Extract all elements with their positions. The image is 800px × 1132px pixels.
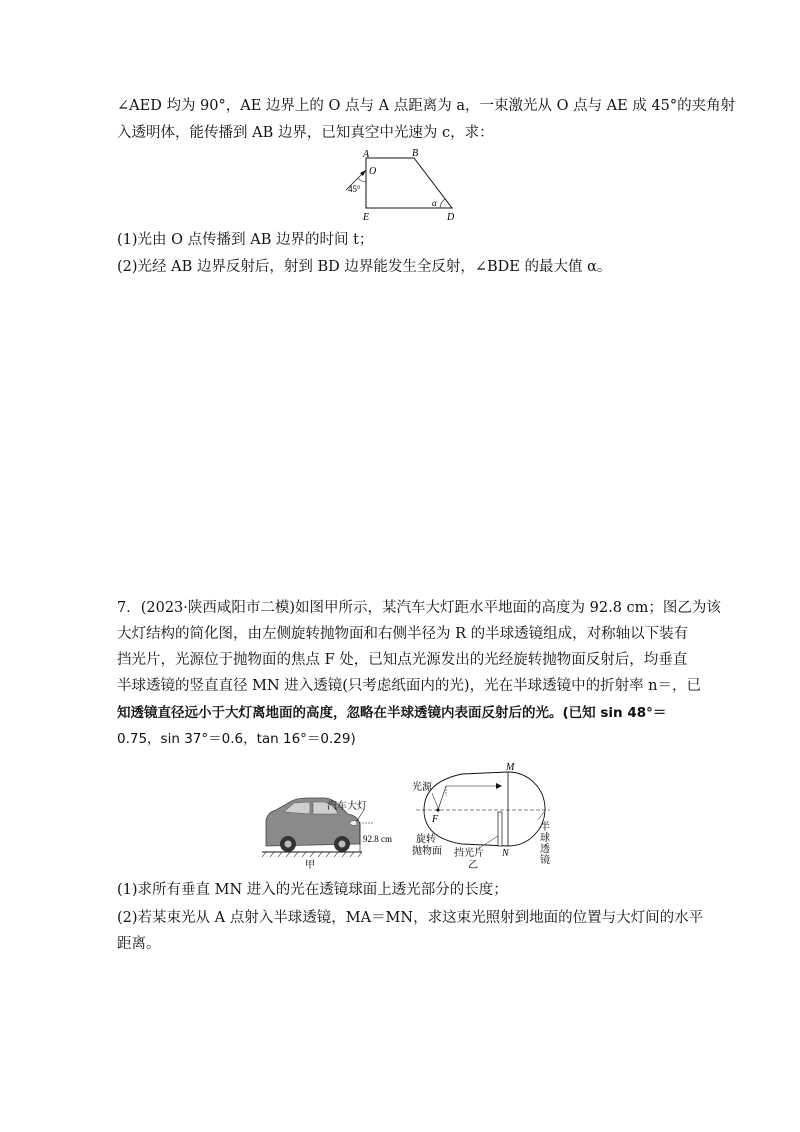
problem7-line2: 大灯结构的简化图，由左侧旋转抛物面和右侧半径为 R 的半球透镜组成，对称轴以下装有 [117, 626, 689, 642]
label-M: M [506, 762, 515, 773]
ray-up [438, 786, 446, 810]
problem6-question1: (1)光由 O 点传播到 AB 边界的时间 t； [117, 232, 374, 248]
label-N: N [502, 848, 509, 859]
light-source-label: 光源 [412, 782, 432, 793]
problem7-line1: 7．(2023·陕西咸阳市二模)如图甲所示，某汽车大灯距水平地面的高度为 92.8 cm；图乙为该 [117, 600, 721, 616]
trapezoid-figure [336, 146, 466, 224]
rotating-label: 旋转 [416, 834, 436, 845]
paraboloid-outline [424, 772, 508, 846]
paraboloid-label: 抛物面 [412, 846, 442, 857]
focus-F [436, 808, 439, 811]
label-O: O [369, 166, 377, 177]
problem7-question2: (2)若某束光从 A 点射入半球透镜，MA＝MN，求这束光照射到地面的位置与大灯间的水平 [117, 910, 704, 926]
alpha-arc [440, 199, 445, 208]
problem7-line3: 挡光片，光源位于抛物面的焦点 F 处，已知点光源发出的光经旋转抛物面反射后，均垂直 [117, 652, 688, 668]
ground-hatching [262, 852, 362, 857]
svg-text:半: 半 [540, 822, 550, 833]
label-A: A [363, 149, 370, 160]
label-D: D [447, 212, 455, 223]
label-B: B [412, 148, 419, 159]
angle-arc [358, 178, 366, 182]
svg-text:镜: 镜 [540, 855, 550, 866]
car-figure [262, 790, 392, 871]
headlight-structure-figure [410, 760, 560, 870]
svg-text:透: 透 [540, 844, 550, 855]
height-label: 92.8 cm [363, 834, 392, 844]
label-alpha: α [432, 198, 437, 208]
headlight-label: 汽车大灯 [327, 801, 367, 812]
problem7-question1: (1)求所有垂直 MN 进入的光在透镜球面上透光部分的长度； [117, 882, 508, 898]
svg-text:球: 球 [540, 833, 550, 844]
problem7-line5: 知透镜直径远小于大灯离地面的高度，忽略在半球透镜内表面反射后的光。(已知 sin 48°＝ [117, 705, 667, 721]
trapezoid-shape [366, 158, 452, 208]
problem6-question2: (2)光经 AB 边界反射后，射到 BD 边界能发生全反射，∠BDE 的最大值 α。 [117, 259, 612, 275]
problem6-line1: ∠AED 均为 90°，AE 边界上的 O 点与 A 点距离为 a，一束激光从 O 点与 AE 成 45°的夹角射 [117, 98, 736, 114]
label-45: 45° [348, 184, 361, 194]
light-shield [498, 812, 502, 846]
problem7-question2-cont: 距离。 [117, 936, 161, 952]
problem7-line4: 半球透镜的竖直直径 MN 进入透镜(只考虑纸面内的光)，光在半球透镜中的折射率 n＝，已 [117, 678, 702, 694]
caption-jia: 甲 [305, 860, 315, 871]
shield-label: 挡光片 [454, 848, 484, 859]
lens-label [540, 820, 550, 866]
label-F: F [432, 814, 439, 825]
problem6-line2: 入透明体，能传播到 AB 边界，已知真空中光速为 c，求： [117, 125, 494, 141]
caption-yi: 乙 [468, 860, 478, 871]
label-E: E [363, 212, 370, 223]
problem7-line6: 0.75，sin 37°＝0.6，tan 16°＝0.29) [117, 731, 356, 747]
